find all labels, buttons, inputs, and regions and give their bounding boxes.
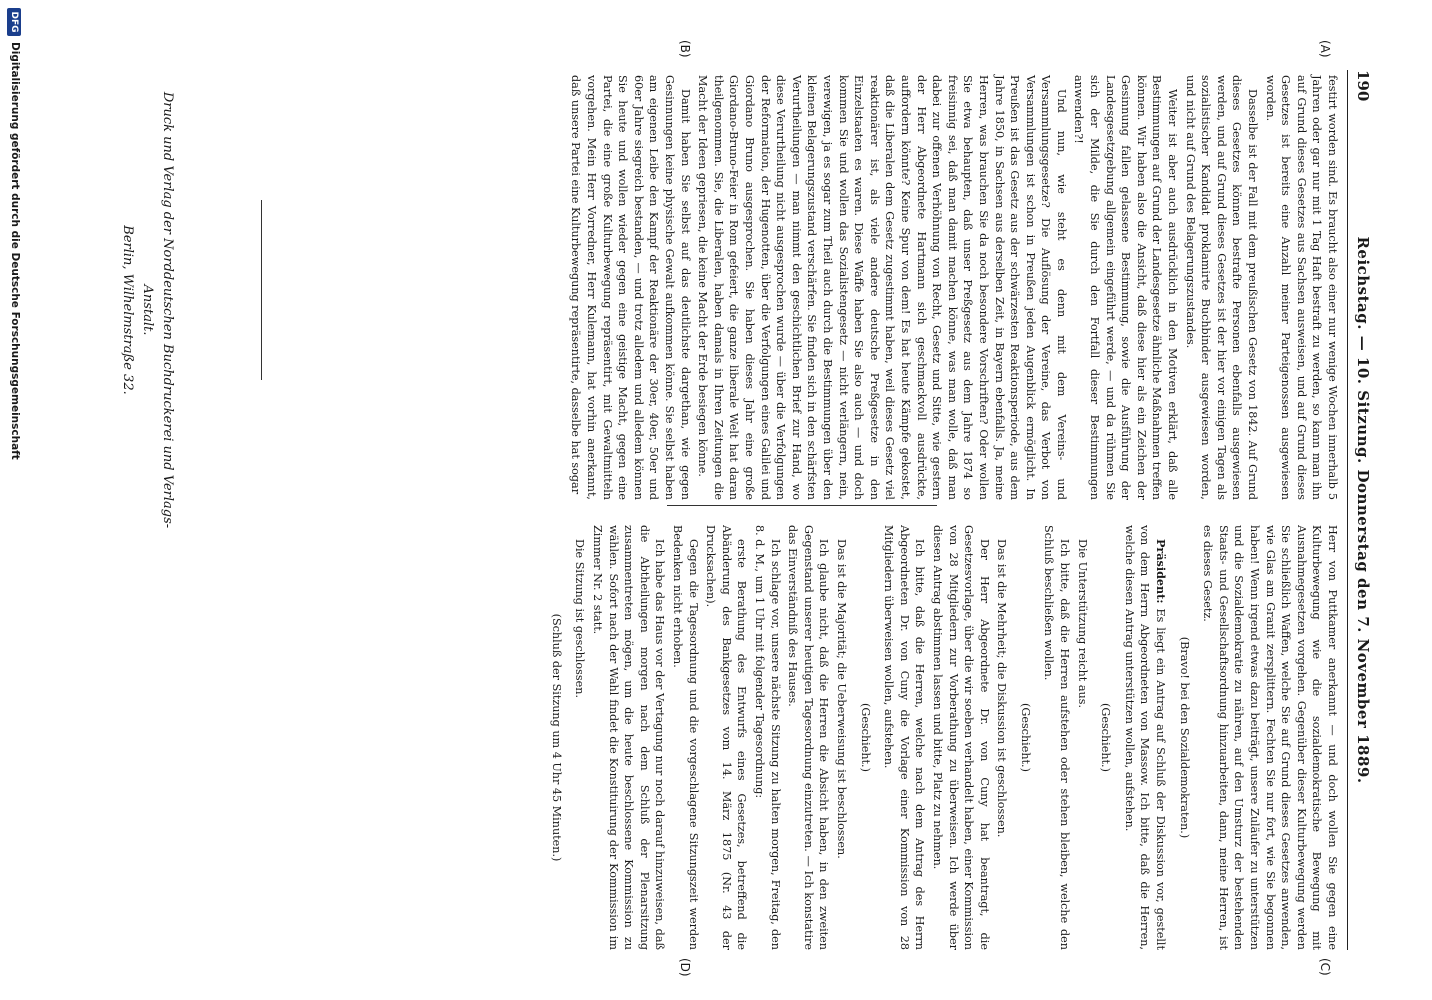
paragraph: Und nun, wie steht es denn mit dem Vereins- und Versammlungsgesetze? Die Auflösung der Vereine, das Verbot von Versammlungen ist schon in Preußen jeden Augenblick ermöglicht. In Preußen ist das Gesetz aus der schwärzesten Reaktionsperiode, aus dem Jahre 1850, in Sachsen aus derselben Zeit, in Bayern ebenfalls. Ja, meine Herren, was brauchen Sie da noch besondere Vorschriften? Oder wollen Sie etwa behaupten, daß unser Preßgesetz aus dem Jahre 1874 so freisinnig sei, daß man damit machen könne, was man wolle, daß man dabei zur offenen Verhöhnung von Recht, Gesetz und Sitte, wie gestern der Herr Abgeordnete Hartmann sich geschmackvoll ausdrückte, auffordern könnte? Keine Spur von dem! Es hat heute Kämpfe gekostet, daß die Liberalen dem Gesetz zugestimmt haben, weil dieses Gesetz viel reaktionärer ist, als viele andere deutsche Preßgesetze in den Einzelstaaten es waren. Diese Waffe haben Sie also auch — und doch kommen Sie und wollen das Sozialistengesetz — nicht verlängern, nein, verewigen, ja es sogar zum Theil auch durch die Bestimmungen über den kleinen Belagerungszustand verschärfen. Sie finden sich in den schärfsten Verurtheilungen — man nimmt den geschichtlichen Brief zur Hand, wo diese Verurtheilung nicht ausgesprochen wurde — über die Verfolgungen der Reformation, der Hugenotten, über die Verfolgungen eines Galilei und Giordano Bruno ausgesprochen. Sie haben dieses Jahr eine große Giordano-Bruno-Feier in Rom gefeiert, die ganze liberale Welt hat daran theilgenommen. Sie, die Liberalen, haben damals in Ihren Zeitungen die Macht der Ideen gepriesen, die keine Macht der Erde besiegen könne. bbox=[696, 75, 1068, 500]
end-rule bbox=[261, 200, 262, 380]
imprint-line-1: Druck und Verlag der Norddeutschen Buchdruckerei und Verlags-Anstalt. bbox=[140, 91, 175, 529]
paragraph: Damit haben Sie selbst auf das deutlichste dargethan, wie gegen Gesinnungen keine physische Gewalt aufkommen könne. Sie selbst haben am eigenen Leibe den Kampf der Reaktionäre der 30er, 40er, 50er und 60er Jahre siegreich bestanden, — und trotz alledem und alledem können Sie heute und wollen wieder gegen eine geistige Macht, gegen eine Partei, die eine große Kulturbewegung repräsentirt, mit Gewaltmitteln vorgehen. Mein Herr Vorredner, Herr Kulemann, hat vorhin anerkannt, daß unsere Partei eine Kulturbewegung repräsentirte, dasselbe hat sogar bbox=[569, 75, 692, 500]
page-header bbox=[1350, 70, 1372, 950]
margin-mark-d: (D) bbox=[678, 958, 692, 977]
margin-mark-b: (B) bbox=[678, 40, 692, 58]
imprint bbox=[117, 90, 177, 530]
paragraph: Die Unterstützung reicht aus. bbox=[1075, 539, 1089, 709]
column-divider bbox=[667, 505, 937, 506]
paragraph: Weiter ist aber auch ausdrücklich in den Motiven erklärt, daß alle Bestimmungen auf Grund der Landesgesetze ähnliche Maßnahmen treffen können. Wir haben also die Ansicht, daß diese hier als ein Zeichen der Gesinnung fallen gelassene Bestimmung, sowie die Ausführung der Landesgesetzgebung allgemein eingeführt werde, — und da rühmen Sie sich der Milde, die Sie durch den Fortfall dieser Bestimmungen anwenden?! bbox=[1072, 75, 1180, 500]
running-title: Reichstag. — 10. Sitzung. Donnerstag den 7. November 1889. bbox=[1354, 236, 1372, 784]
paragraph: Herr von Puttkamer anerkannt — und doch wollen Sie gegen eine Kulturbewegung wie die sozialdemokratische Bewegung mit Ausnahmegesetzen vorgehen. Gegenüber dieser Kulturbewegung werden Sie schließlich Waffen, welche Sie auf Grund dieses Gesetzes anwenden, wie Glas am Granit zersplittern. Fechten Sie nur fort, wie Sie begonnen haben! Wenn irgend etwas dazu beiträgt, unsere Zuläufer zu unterstützen und die Sozialdemokratie zu nähren, auf den Umsturz der bestehenden Staats- und Gesellschaftsordnung hinzuarbeiten, dann, meine Herren, ist es dieses Gesetz. bbox=[1201, 525, 1339, 950]
margin-mark-a: (A) bbox=[1318, 40, 1332, 58]
interjection: (Bravo! bei den Sozialdemokraten.) bbox=[1177, 636, 1191, 839]
dfg-logo: DFG bbox=[7, 8, 21, 36]
margin-mark-c: (C) bbox=[1318, 958, 1332, 976]
digitization-note: Digitalisierung gefördert durch die Deutsche Forschungsgemeinschaft bbox=[9, 42, 21, 460]
paragraph: Der Herr Abgeordnete Dr. von Cuny hat beantragt, die Gesetzesvorlage, über die wir soeben verhandelt haben, einer Kommission von 28 Mitgliedern zur Vorberathung zu überweisen. Ich werde über diesen Antrag abstimmen lassen und bitte, Platz zu nehmen. bbox=[930, 525, 991, 950]
speech-text: Es liegt ein Antrag auf Schluß der Diskussion vor, gestellt von dem Herrn Abgeordneten von Massow. Ich bitte, daß die Herren, welche diesen Antrag unterstützen wollen, aufstehen. bbox=[1122, 525, 1168, 950]
paragraph: Ich schlage vor, unsere nächste Sitzung zu halten morgen, Freitag, den 8. d. M., um 1 Uhr mit folgender Tagesordnung: bbox=[753, 525, 782, 950]
paragraph: Ich glaube nicht, daß die Herren die Absicht haben, in den zweiten Gegenstand unserer heutigen Tagesordnung einzutreten. — Ich konstatire das Einverständniß des Hauses. bbox=[786, 525, 831, 950]
interjection: (Geschieht.) bbox=[1099, 703, 1113, 772]
header-rule bbox=[1347, 70, 1348, 950]
imprint-line-2: Berlin, Wilhelmstraße 32. bbox=[120, 225, 135, 395]
right-column bbox=[540, 525, 1340, 950]
paragraph: Ich bitte, daß die Herren, welche nach dem Antrag des Herrn Abgeordneten Dr. von Cuny die Vorlage einer Kommission von 28 Mitgliedern überweisen wollen, aufstehen. bbox=[882, 525, 927, 950]
paragraph: erste Berathung des Entwurfs eines Gesetzes, betreffend die Abänderung des Bankgesetzes vom 14. März 1875 (Nr. 43 der Drucksachen). bbox=[704, 525, 749, 950]
interjection: (Geschieht.) bbox=[1018, 703, 1032, 772]
speaker-paragraph bbox=[1121, 525, 1168, 950]
page-number: 190 bbox=[1354, 70, 1372, 102]
paragraph: Ich habe das Haus vor der Vertagung nur noch darauf hinzuweisen, daß die Abtheilungen morgen nach dem Schluß der Plenarsitzung zusammentreten mögen, um die heute beschlossene Kommission zu wählen. Sofort nach der Wahl findet die Konstituirung der Kommission im Zimmer Nr. 2 statt. bbox=[591, 525, 667, 950]
paragraph: Gegen die Tagesordnung und die vorgeschlagene Sitzungszeit werden Bedenken nicht erhoben. bbox=[671, 525, 700, 950]
interjection: (Schluß der Sitzung um 4 Uhr 45 Minuten.) bbox=[549, 613, 563, 862]
paragraph: Das ist die Majorität; die Ueberweisung ist beschlossen. bbox=[834, 539, 848, 859]
speaker-label: Präsident: bbox=[1154, 539, 1169, 604]
paragraph: Dasselbe ist der Fall mit dem preußischen Gesetz von 1842. Auf Grund dieses Gesetzes können bestrafte Personen ebenfalls ausgewiesen werden, und auf Grund dieses Gesetzes ist der hier vor einigen Tagen als sozialistischer Kandidat proklamirte Buchbinder ausgewiesen worden, und nicht auf Grund des Belagerungszustandes. bbox=[1183, 75, 1260, 500]
left-column bbox=[566, 75, 1340, 500]
paragraph: Die Sitzung ist geschlossen. bbox=[573, 539, 587, 699]
digitization-footer bbox=[0, 0, 27, 1000]
paragraph: festirt worden sind. Es braucht also einer nur wenige Wochen innerhalb 5 Jahren oder gar nur mit 1 Tag Haft bestraft zu werden, so kann man ihn auf Grund dieses Gesetzes aus Sachsen ausweisen, und auf Grund dieses Gesetzes ist bereits eine Anzahl meiner Parteigenossen ausgewiesen worden. bbox=[1263, 75, 1339, 500]
paragraph: Ich bitte, daß die Herren aufstehen oder stehen bleiben, welche den Schluß beschließen wollen. bbox=[1042, 525, 1072, 950]
paragraph: Das ist die Mehrheit; die Diskussion ist geschlossen. bbox=[995, 539, 1009, 838]
interjection: (Geschieht.) bbox=[858, 703, 872, 772]
